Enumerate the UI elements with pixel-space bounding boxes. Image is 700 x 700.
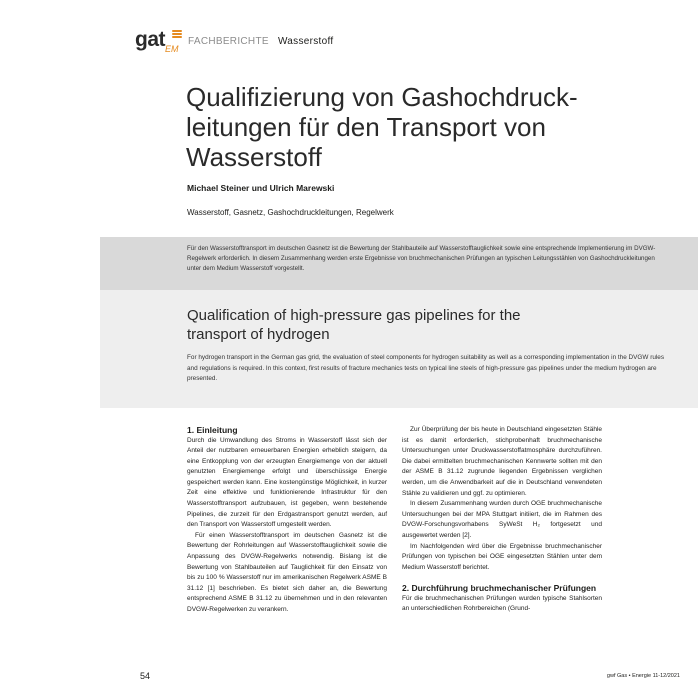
page-number: 54: [140, 671, 151, 681]
abstract-english-text: For hydrogen transport in the German gas grid, the evaluation of steel components for hydrogen suitability as well as a corresponding implementation in the DVGW rules and regulations is required. In this context, first results of fracture mechanics tests on typical line steels of high-pressure gas pipelines under the medium hydrogen are presented.: [187, 354, 665, 382]
body-paragraph: Durch die Umwandlung des Stroms in Wasserstoff lässt sich der Anteil der nutzbaren erneuerbaren Energien erheblich steigern, da eine Entkopplung von der erzeugten Energiemenge von der aktuell genutzten Energiemenge erfolgt und überschüssige Energie gespeichert werden kann. Eine kostengünstige Möglichkeit, in kurzer Zeit eine effektive und funktionierende Infrastruktur für den Wasserstofftransport aufzubauen, ist gegeben, wenn bestehende Pipelines, die zurzeit für den Erdgastransport genutzt werden, auf den Transport von Wasserstoff umgestellt werden.: [187, 436, 387, 529]
body-column-right: [402, 425, 602, 615]
body-paragraph: Für die bruchmechanischen Prüfungen wurden typische Stahlsorten an unterschiedlichen Rohrbereichen (Grund-: [402, 594, 602, 613]
gat-logo: [135, 30, 180, 56]
body-paragraph: In diesem Zusammenhang wurden durch OGE bruchmechanische Untersuchungen bei der MPA Stuttgart initiiert, die im Rahmen des DVGW-Forschungsvorhabens SyWeSt H₂ fortgesetzt und ausgewertet werden [2].: [402, 500, 602, 539]
article-authors: Michael Steiner und Ulrich Marewski: [187, 183, 335, 193]
article-keywords: Wasserstoff, Gasnetz, Gashochdruckleitungen, Regelwerk: [187, 208, 394, 217]
category-label: FACHBERICHTE: [188, 36, 269, 47]
logo-wave-icon: [172, 30, 182, 39]
body-paragraph: Für einen Wasserstofftransport im deutschen Gasnetz ist die Bewertung der Rohrleitungen auf Wasserstofftauglichkeit sowie die Anpassung des DVGW-Regelwerks notwendig. Bislang ist die Bewertung von Stahlbauteilen auf Tauglichkeit für den Einsatz von bis zu 100 % Wasserstoff nur im amerikanischen Regelwerk ASME B 31.12 [1] beschrieben. Es bietet sich daher an, die Bewertung entsprechend ASME B 31.12 zu übernehmen und in den relevanten DVGW-Regelwerken zu verankern.: [187, 531, 387, 613]
logo-sub: EM: [165, 44, 179, 54]
body-paragraph: Zur Überprüfung der bis heute in Deutschland eingesetzten Stähle ist es damit erforderlich, stichprobenhaft bruchmechanische Untersuchungen unter Druckwasserstoffatmosphäre durchzuführen. Die dabei ermittelten bruchmechanischen Kennwerte sollten mit den der ASME B 31.12 zugrunde liegenden Ergebnissen verglichen werden, um die Anwendbarkeit auf die in Deutschland verwendeten Stähle zu validieren und ggf. zu optimieren.: [402, 426, 602, 497]
section-heading-2: 2. Durchführung bruchmechanischer Prüfungen: [402, 583, 597, 594]
section-heading-1: 1. Einleitung: [187, 425, 238, 435]
document-page: [100, 0, 698, 700]
abstract-german: [100, 237, 698, 290]
body-paragraph: Im Nachfolgenden wird über die Ergebnisse bruchmechanischer Prüfungen von typischen bei OGE eingesetzten Stählen unter dem Medium Wasserstoff berichtet.: [402, 542, 602, 571]
abstract-german-text: Für den Wasserstofftransport im deutschen Gasnetz ist die Bewertung der Stahlbauteile auf Wasserstofftauglichkeit sowie eine entsprechende Implementierung im DVGW-Regelwerk erforderlich. In diesem Zusammenhang werden erste Ergebnisse von bruchmechanischen Prüfungen an typischen Leitungsstählen von Gashochdruckleitungen unter dem Medium Wasserstoff vorgestellt.: [187, 245, 656, 273]
subcategory-label: Wasserstoff: [277, 36, 334, 47]
logo-text: gat: [135, 28, 165, 51]
body-column-left: [187, 425, 387, 616]
english-title: Qualification of high-pressure gas pipelines for the transport of hydrogen: [187, 307, 521, 343]
header-category: [188, 36, 333, 47]
abstract-english: [100, 290, 698, 408]
journal-footer: gwf Gas • Energie 11-12/2021: [606, 673, 680, 679]
article-title: Qualifizierung von Gashochdruck-leitungen für den Transport von Wasserstoff: [186, 82, 578, 172]
